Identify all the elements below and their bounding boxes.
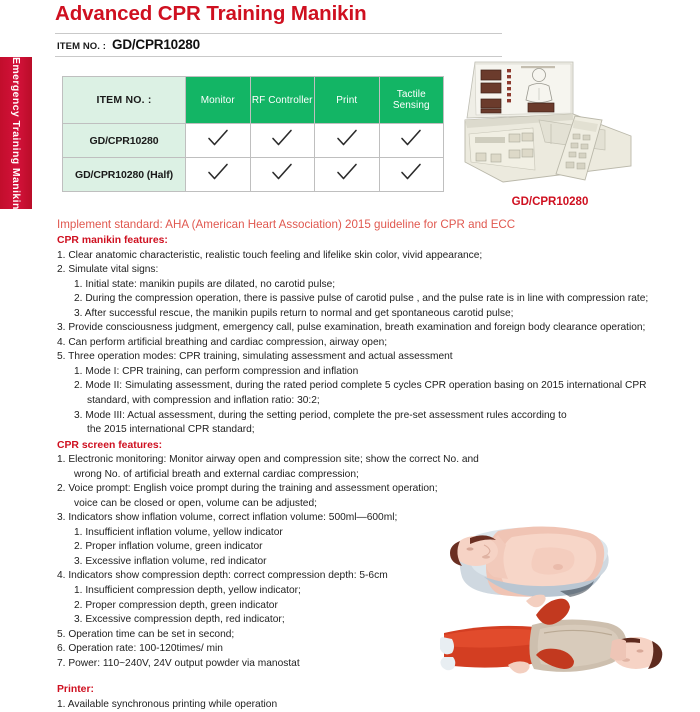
checkmark-icon: [336, 129, 358, 147]
side-tab-emergency-training-manikin: [0, 57, 32, 209]
table-cell-monitor: [186, 124, 251, 158]
feature-comparison-table: [62, 76, 444, 192]
list-item: 2. Proper compression depth, green indicator: [74, 599, 278, 611]
list-item: 5. Three operation modes: CPR training, simulating assessment and actual assessment: [57, 351, 453, 363]
list-item: 3. Mode III: Actual assessment, during the setting period, complete the pre-set assessment rules according to: [74, 409, 567, 421]
list-item: 1. Clear anatomic characteristic, realistic touch feeling and lifelike skin color, vivid appearance;: [57, 249, 483, 261]
list-item: 1. Insufficient inflation volume, yellow indicator: [74, 526, 283, 538]
list-item: 2. Voice prompt: English voice prompt during the training and assessment operation;: [57, 483, 438, 495]
list-item: 5. Operation time can be set in second;: [57, 628, 235, 640]
side-tab-label: Emergency Training Manikin: [10, 56, 22, 210]
list-item: 3. After successful rescue, the manikin pupils return to normal and get spontaneous carotid pulse;: [74, 307, 514, 319]
table-cell-item-no: GD/CPR10280: [63, 124, 186, 158]
table-cell-rf-controller: [250, 124, 315, 158]
table-cell-tactile-sensing: [379, 124, 444, 158]
list-item: 1. Mode I: CPR training, can perform compression and inflation: [74, 365, 359, 377]
list-item: 2. Proper inflation volume, green indicator: [74, 541, 263, 553]
item-no-label: ITEM NO. :: [57, 40, 107, 52]
table-cell-print: [315, 158, 380, 192]
checkmark-icon: [400, 129, 422, 147]
screen-features-heading: CPR screen features:: [57, 439, 163, 451]
table-row: [63, 158, 444, 192]
checkmark-icon: [207, 163, 229, 181]
checkmark-icon: [271, 129, 293, 147]
table-cell-print: [315, 124, 380, 158]
list-item: 7. Power: 110~240V, 24V output powder via manostat: [57, 657, 300, 669]
list-item: voice can be closed or open, volume can be adjusted;: [74, 497, 317, 509]
page-header: [55, 3, 645, 57]
list-item: wrong No. of artificial breath and external cardiac compression;: [74, 468, 359, 480]
manikin-product-image: [440, 505, 695, 700]
page-title: Advanced CPR Training Manikin: [55, 2, 367, 25]
table-cell-monitor: [186, 158, 251, 192]
table-cell-tactile-sensing: [379, 158, 444, 192]
table-header-rf-controller: RF Controller: [250, 77, 315, 124]
checkmark-icon: [271, 163, 293, 181]
table-header-row: [63, 77, 444, 124]
list-item: the 2015 international CPR standard;: [87, 424, 255, 436]
list-item: 2. Simulate vital signs:: [57, 264, 159, 276]
list-item: 1. Available synchronous printing while operation: [57, 698, 278, 710]
checkmark-icon: [336, 163, 358, 181]
manikin-features-list: [57, 249, 649, 438]
table-header-item-no: ITEM NO. :: [63, 77, 186, 124]
checkmark-icon: [400, 163, 422, 181]
table-cell-rf-controller: [250, 158, 315, 192]
table-header-monitor: Monitor: [186, 77, 251, 124]
table-cell-item-no: GD/CPR10280 (Half): [63, 158, 186, 192]
list-item: 3. Excessive compression depth, red indicator;: [74, 614, 285, 626]
list-item: 3. Excessive inflation volume, red indicator: [74, 555, 267, 567]
item-no-bar: [55, 33, 502, 57]
list-item: 1. Initial state: manikin pupils are dilated, no carotid pulse;: [74, 278, 336, 290]
table-header-print: Print: [315, 77, 380, 124]
printer-heading: Printer:: [57, 684, 94, 696]
console-product-image: [455, 58, 645, 196]
table-row: [63, 124, 444, 158]
list-item: 2. Mode II: Simulating assessment, during the rated period complete 5 cycles CPR operation basing on 2015 international CPR: [74, 380, 647, 392]
implement-standard-line: Implement standard: AHA (American Heart Association) 2015 guideline for CPR and ECC: [57, 218, 516, 231]
manikin-features-heading: CPR manikin features:: [57, 235, 168, 246]
console-image-caption: GD/CPR10280: [511, 196, 589, 208]
list-item: 6. Operation rate: 100-120times/ min: [57, 643, 223, 655]
list-item: 1. Insufficient compression depth, yellow indicator;: [74, 585, 301, 597]
list-item: 4. Indicators show compression depth: correct compression depth: 5-6cm: [57, 570, 388, 582]
table-header-tactile-sensing: Tactile Sensing: [379, 77, 444, 124]
list-item: 4. Can perform artificial breathing and cardiac compression, airway open;: [57, 336, 388, 348]
item-no-value: GD/CPR10280: [112, 36, 200, 52]
list-item: 1. Electronic monitoring: Monitor airway open and compression site; show the correct No. and: [57, 454, 479, 466]
list-item: 2. During the compression operation, there is passive pulse of carotid pulse , and the pulse rate is in line with compression rate;: [74, 293, 649, 305]
list-item: standard, with compression and inflation ratio: 30:2;: [87, 394, 320, 406]
list-item: 3. Indicators show inflation volume, correct inflation volume: 500ml—600ml;: [57, 512, 398, 524]
checkmark-icon: [207, 129, 229, 147]
list-item: 3. Provide consciousness judgment, emergency call, pulse examination, breath examination and foreign body clearance operation;: [57, 322, 646, 334]
